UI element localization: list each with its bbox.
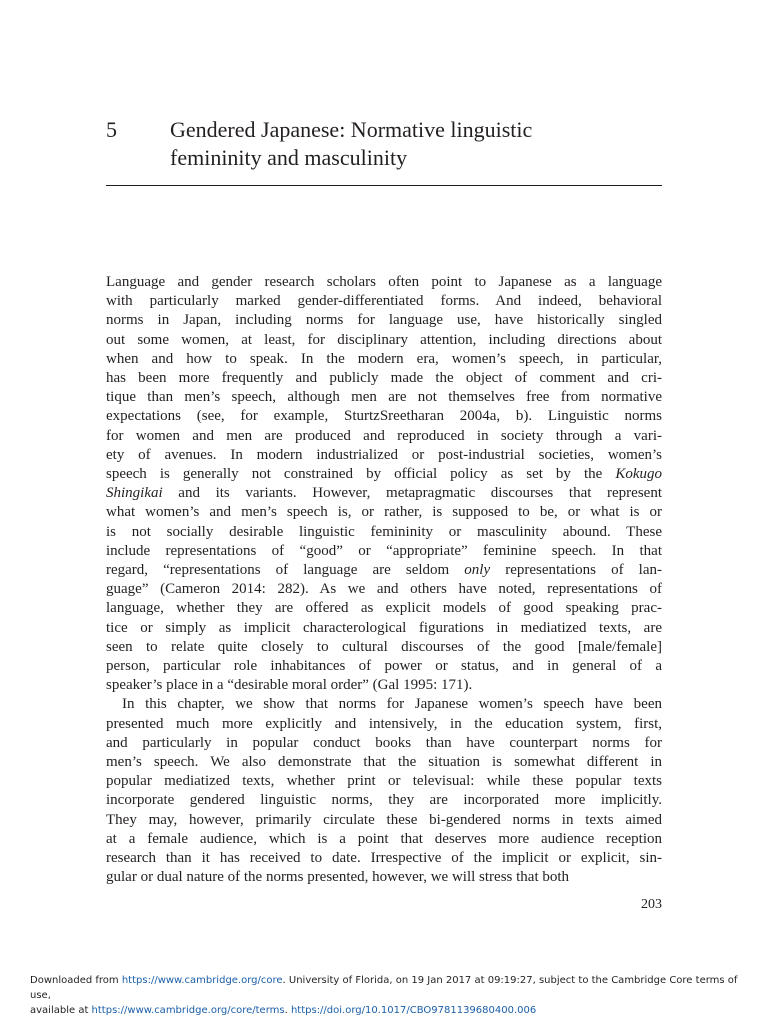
text-line: norms in Japan, including norms for language use, have historically singled [106,312,662,329]
text-line: at a female audience, which is a point that deserves more audience reception [106,830,662,847]
footer-line-2 [30,1003,760,1018]
text-line: expectations (see, for example, SturtzSreetharan 2004a, b). Linguistic norms [106,408,662,425]
footer-text: . [284,1005,291,1016]
chapter-title [170,116,640,172]
text-line: incorporate gendered linguistic norms, they are incorporated more implicitly. [106,792,662,809]
text-line: ety of avenues. In modern industrialized or post-industrial societies, women’s [106,446,662,463]
text-line: regard, “representations of language are seldom only representations of lan- [106,562,662,579]
text-line: for women and men are produced and reproduced in society through a vari- [106,427,662,444]
text-line: They may, however, primarily circulate these bi-gendered norms in texts aimed [106,811,662,828]
body-text [106,273,662,888]
text-line: what women’s and men’s speech is, or rather, is supposed to be, or what is or [106,504,662,521]
text-line: Language and gender research scholars often point to Japanese as a language [106,274,662,290]
text-line: is not socially desirable linguistic femininity or masculinity abound. These [106,523,662,540]
chapter-number: 5 [106,117,117,142]
chapter-title-line-1: Gendered Japanese: Normative linguistic [170,117,533,142]
text-line: speech is generally not constrained by official policy as set by the Kokugo [106,466,662,483]
text-line: gular or dual nature of the norms presented, however, we will stress that both [106,869,570,886]
text-line: popular mediatized texts, whether print or televisual: while these popular texts [106,773,662,790]
text-line: include representations of “good” or “appropriate” feminine speech. In that [106,542,662,559]
text-line: person, particular role inhabitances of power or status, and in general of a [106,658,662,675]
page-number: 203 [641,897,662,912]
paragraph-2 [106,695,662,887]
cambridge-core-link[interactable]: https://www.cambridge.org/core [121,975,283,986]
text-line: with particularly marked gender-differentiated forms. And indeed, behavioral [106,293,662,310]
footer-line-1 [30,973,760,1003]
text-line: tice or simply as implicit characterological figurations in mediatized texts, are [106,619,662,636]
text-line: has been more frequently and publicly made the object of comment and cri- [106,370,662,387]
text-line: men’s speech. We also demonstrate that the situation is somewhat different in [106,754,662,771]
text-line: guage” (Cameron 2014: 282). As we and others have noted, representations of [106,581,662,598]
text-line: language, whether they are offered as explicit models of good speaking prac- [106,600,662,617]
text-line: out some women, at least, for disciplinary attention, including directions about [106,331,662,348]
chapter-title-line-2: femininity and masculinity [170,145,408,170]
doi-link[interactable]: https://doi.org/10.1017/CBO9781139680400.006 [290,1005,537,1016]
text-line: In this chapter, we show that norms for Japanese women’s speech have been [122,696,662,713]
text-line: research than it has received to date. Irrespective of the implicit or explicit, sin- [106,850,662,867]
download-footer [30,973,760,1018]
text-line: and particularly in popular conduct books than have counterpart norms for [106,734,662,751]
text-line: tique than men’s speech, although men are not themselves free from normative [106,389,662,406]
footer-text: available at [30,1005,92,1016]
footer-text: Downloaded from [30,975,122,986]
footer-text: . University of Florida, on 19 Jan 2017 at 09:19:27, subject to the Cambridge Core terms of use, [30,975,738,1001]
chapter-heading [106,116,666,172]
text-line: speaker’s place in a “desirable moral order” (Gal 1995: 171). [106,677,473,694]
paragraph-1 [106,273,662,695]
text-line: when and how to speak. In the modern era, women’s speech, in particular, [106,350,662,367]
heading-rule [106,185,662,186]
terms-link[interactable]: https://www.cambridge.org/core/terms [91,1005,285,1016]
text-line: presented much more explicitly and intensively, in the education system, first, [106,715,662,732]
text-line: seen to relate quite closely to cultural discourses of the good [male/female] [106,638,662,655]
text-line: Shingikai and its variants. However, metapragmatic discourses that represent [106,485,662,502]
